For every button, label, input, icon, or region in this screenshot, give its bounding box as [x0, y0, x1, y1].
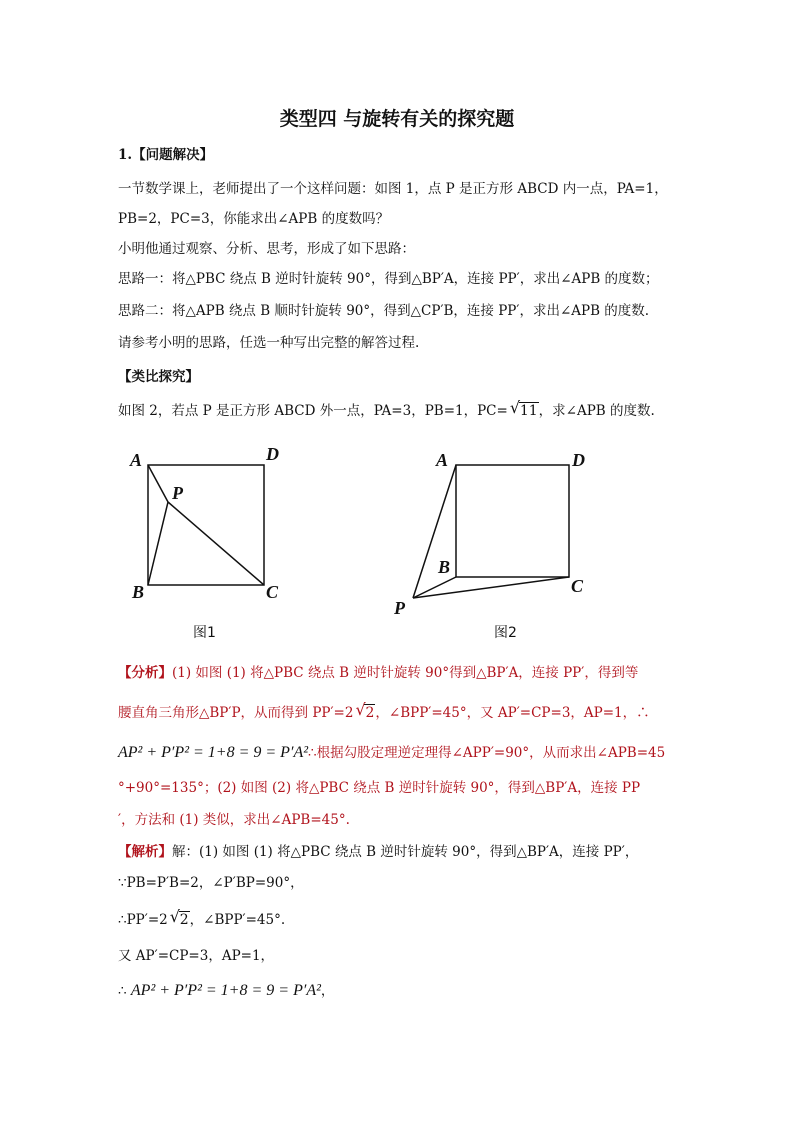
problem-heading: 1.【问题解决】 — [118, 147, 214, 163]
problem-text: 一节数学课上，老师提出了一个这样问题：如图 1，点 P 是正方形 ABCD 内一点，PA=1， — [118, 181, 668, 197]
analysis-line: ′，方法和 (1) 类似，求出∠APB=45°. — [118, 812, 350, 828]
sqrt-symbol: √ 2 — [169, 907, 189, 928]
label-p: P — [172, 483, 183, 503]
analysis-line: 【分析】(1) 如图 (1) 将△PBC 绕点 B 逆时针旋转 90°得到△BP′A，连接 PP′，得到等 — [118, 665, 639, 681]
label-a: A — [436, 450, 449, 470]
label-d: D — [572, 450, 585, 470]
sqrt-symbol: √ 2 — [355, 700, 375, 721]
solution-line: 【解析】解：(1) 如图 (1) 将△PBC 绕点 B 逆时针旋转 90°，得到△BP′A，连接 PP′， — [118, 844, 639, 860]
problem-text: PB=2，PC=3，你能求出∠APB 的度数吗？ — [118, 211, 390, 227]
square-abcd — [456, 465, 569, 577]
figure-2 — [413, 465, 569, 598]
equation: AP² + P′P² = 1+8 = 9 = P′A² — [130, 982, 321, 999]
label-b: B — [132, 582, 145, 602]
segment-pa — [413, 465, 456, 598]
label-p: P — [394, 598, 405, 618]
figures — [0, 440, 794, 650]
problem-text: 小明他通过观察、分析、思考，形成了如下思路： — [118, 241, 415, 257]
sqrt-symbol: √ 11 — [509, 398, 538, 419]
analysis-line: 腰直角三角形△BP′P，从而得到 PP′=2 √ 2，∠BPP′=45°，又 AP′=CP=3，AP=1，∴ — [118, 700, 650, 721]
square-abcd — [148, 465, 264, 585]
analog-text: 如图 2，若点 P 是正方形 ABCD 外一点，PA=3，PB=1，PC= √ 11，求∠APB 的度数. — [118, 398, 655, 419]
label-a: A — [130, 450, 143, 470]
label-c: C — [571, 576, 584, 596]
idea-two: 思路二：将△APB 绕点 B 顺时针旋转 90°，得到△CP′B，连接 PP′，求出∠APB 的度数. — [118, 303, 650, 319]
figure-1 — [148, 465, 264, 585]
segment-pc — [413, 577, 569, 598]
label-d: D — [266, 444, 279, 464]
solution-label: 【解析】 — [118, 844, 172, 860]
label-c: C — [266, 582, 279, 602]
equation: AP² + P′P² = 1+8 = 9 = P′A² — [118, 744, 309, 761]
label-b: B — [438, 557, 451, 577]
analysis-line: °+90°=135°；(2) 如图 (2) 将△PBC 绕点 B 逆时针旋转 90°，得到△BP′A，连接 PP — [118, 780, 641, 796]
figure-1-caption: 图1 — [193, 625, 216, 641]
analysis-label: 【分析】 — [118, 665, 172, 681]
solution-line: ∴ AP² + P′P² = 1+8 = 9 = P′A²， — [118, 982, 335, 999]
figure-2-caption: 图2 — [494, 625, 517, 641]
segment-pa — [148, 465, 168, 502]
segment-pc — [168, 502, 264, 585]
problem-text: 请参考小明的思路，任选一种写出完整的解答过程. — [118, 335, 420, 351]
analysis-line: AP² + P′P² = 1+8 = 9 = P′A²∴根据勾股定理逆定理得∠APP′=90°，从而求出∠APB=45 — [118, 744, 666, 761]
idea-one: 思路一：将△PBC 绕点 B 逆时针旋转 90°，得到△BP′A，连接 PP′，求出∠APB 的度数； — [118, 271, 659, 287]
analog-heading: 【类比探究】 — [118, 369, 199, 385]
segment-pb — [148, 502, 168, 585]
page-title: 类型四 与旋转有关的探究题 — [279, 108, 515, 130]
solution-line: ∵PB=P′B=2，∠P′BP=90°， — [118, 875, 304, 891]
solution-line: ∴PP′=2 √ 2，∠BPP′=45°. — [118, 907, 286, 928]
solution-line: 又 AP′=CP=3，AP=1， — [118, 948, 275, 964]
